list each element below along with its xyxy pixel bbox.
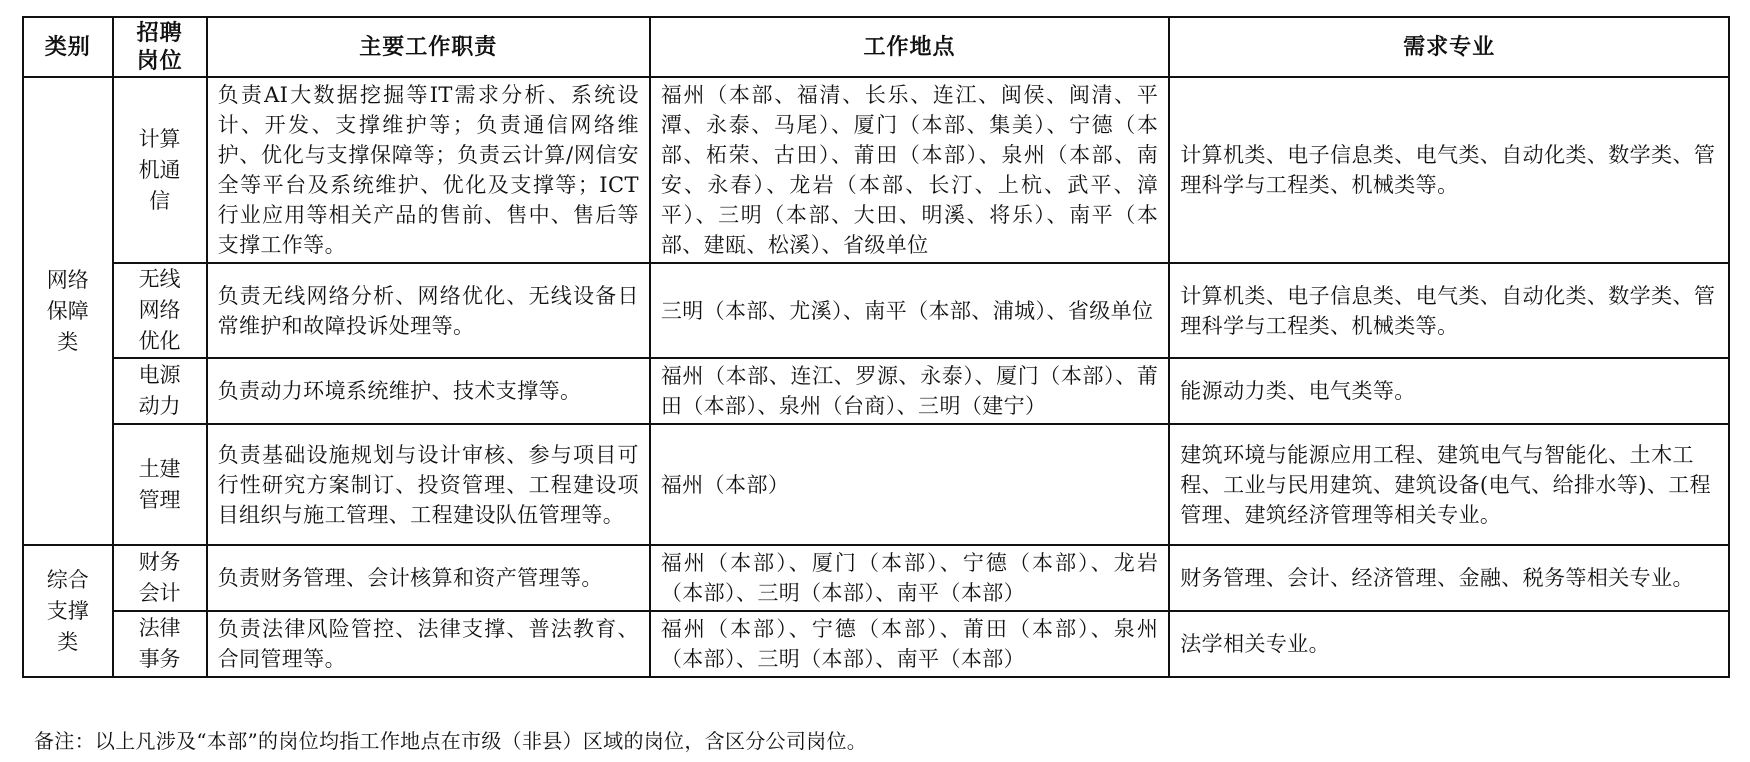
header-major: 需求专业 — [1169, 17, 1729, 77]
duties-cell: 负责无线网络分析、网络优化、无线设备日常维护和故障投诉处理等。 — [207, 263, 650, 358]
position-label: 土建管理 — [138, 456, 181, 512]
position-label: 电源动力 — [138, 363, 181, 418]
duties-cell: 负责动力环境系统维护、技术支撑等。 — [207, 358, 650, 424]
category-label: 综合支撑类 — [46, 567, 89, 654]
header-category: 类别 — [23, 17, 113, 77]
header-row — [23, 17, 1729, 77]
position-cell — [113, 263, 207, 358]
table-row — [23, 263, 1729, 358]
header-position-text: 招聘岗位 — [136, 20, 183, 74]
duties-cell: 负责财务管理、会计核算和资产管理等。 — [207, 545, 650, 611]
position-cell — [113, 424, 207, 545]
table-row — [23, 611, 1729, 677]
major-cell: 法学相关专业。 — [1169, 611, 1729, 677]
location-cell: 福州（本部）、宁德（本部）、莆田（本部）、泉州（本部）、三明（本部）、南平（本部） — [650, 611, 1169, 677]
position-cell — [113, 77, 207, 263]
duties-cell: 负责基础设施规划与设计审核、参与项目可行性研究方案制订、投资管理、工程建设项目组织与施工管理、工程建设队伍管理等。 — [207, 424, 650, 545]
table-row — [23, 424, 1729, 545]
position-label: 财务会计 — [138, 550, 181, 605]
table-row — [23, 77, 1729, 263]
position-cell — [113, 545, 207, 611]
location-cell: 福州（本部、连江、罗源、永泰）、厦门（本部）、莆田（本部）、泉州（台商）、三明（建宁） — [650, 358, 1169, 424]
recruitment-table — [22, 16, 1730, 678]
recruitment-table-wrapper — [22, 16, 1730, 678]
major-cell: 财务管理、会计、经济管理、金融、税务等相关专业。 — [1169, 545, 1729, 611]
header-location: 工作地点 — [650, 17, 1169, 77]
major-cell: 建筑环境与能源应用工程、建筑电气与智能化、土木工程、工业与民用建筑、建筑设备(电气、给排水等)、工程管理、建筑经济管理等相关专业。 — [1169, 424, 1729, 545]
header-position — [113, 17, 207, 77]
position-label: 无线网络优化 — [138, 267, 181, 353]
location-cell: 福州（本部） — [650, 424, 1169, 545]
table-row — [23, 545, 1729, 611]
position-label: 法律事务 — [138, 616, 181, 671]
header-duties: 主要工作职责 — [207, 17, 650, 77]
location-cell: 福州（本部）、厦门（本部）、宁德（本部）、龙岩（本部）、三明（本部）、南平（本部） — [650, 545, 1169, 611]
duties-cell: 负责AI大数据挖掘等IT需求分析、系统设计、开发、支撑维护等；负责通信网络维护、优化与支撑保障等；负责云计算/网信安全等平台及系统维护、优化及支撑等；ICT行业应用等相关产品的售前、售中、售后等支撑工作等。 — [207, 77, 650, 263]
location-cell: 福州（本部、福清、长乐、连江、闽侯、闽清、平潭、永泰、马尾）、厦门（本部、集美）、宁德（本部、柘荣、古田）、莆田（本部）、泉州（本部、南安、永春）、龙岩（本部、长汀、上杭、武平、漳平）、三明（本部、大田、明溪、将乐）、南平（本部、建瓯、松溪）、省级单位 — [650, 77, 1169, 263]
location-cell: 三明（本部、尤溪）、南平（本部、浦城）、省级单位 — [650, 263, 1169, 358]
table-row — [23, 358, 1729, 424]
position-label: 计算机通信 — [138, 126, 181, 213]
major-cell: 计算机类、电子信息类、电气类、自动化类、数学类、管理科学与工程类、机械类等。 — [1169, 263, 1729, 358]
position-cell — [113, 358, 207, 424]
footnote: 备注：以上凡涉及“本部”的岗位均指工作地点在市级（非县）区域的岗位，含区分公司岗位。 — [34, 729, 868, 753]
category-cell — [23, 545, 113, 677]
duties-cell: 负责法律风险管控、法律支撑、普法教育、合同管理等。 — [207, 611, 650, 677]
major-cell: 计算机类、电子信息类、电气类、自动化类、数学类、管理科学与工程类、机械类等。 — [1169, 77, 1729, 263]
position-cell — [113, 611, 207, 677]
major-cell: 能源动力类、电气类等。 — [1169, 358, 1729, 424]
category-cell — [23, 77, 113, 545]
category-label: 网络保障类 — [46, 267, 89, 354]
